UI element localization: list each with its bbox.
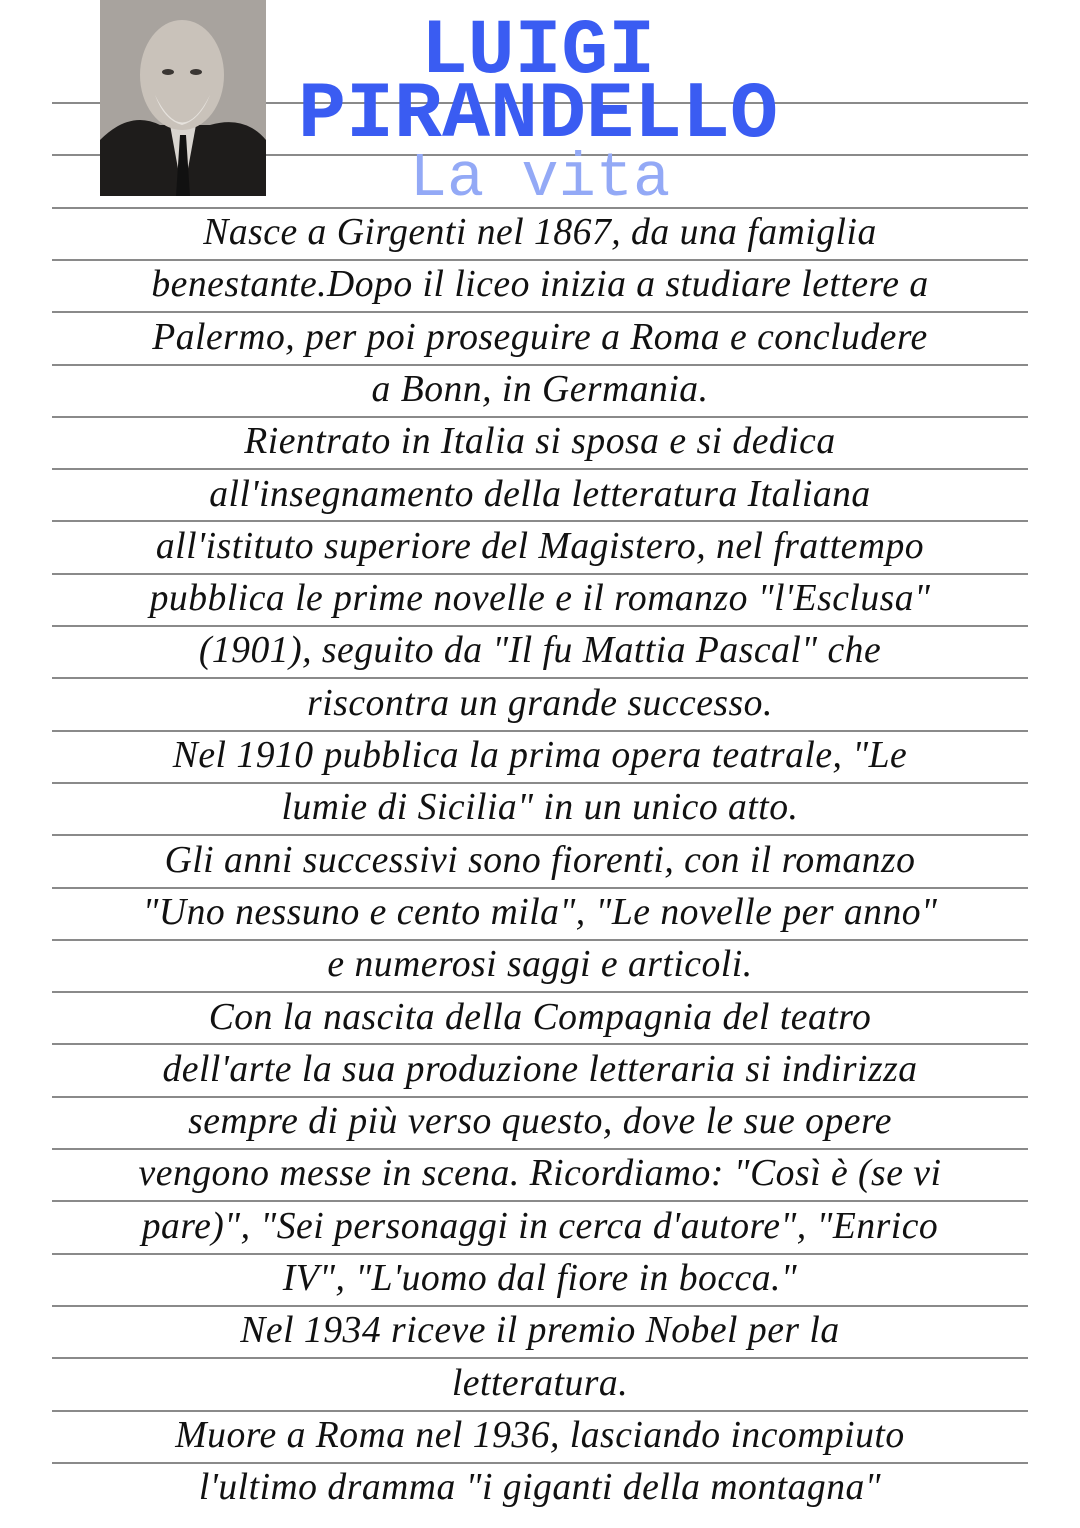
text-line: e numerosi saggi e articoli. (327, 943, 753, 986)
text-line: Nel 1934 riceve il premio Nobel per la (240, 1309, 840, 1352)
text-line: benestante.Dopo il liceo inizia a studiare lettere a (151, 263, 929, 306)
text-line: lumie di Sicilia" in un unico atto. (281, 786, 799, 829)
title-first-name: LUIGI (420, 8, 656, 96)
text-line: Nasce a Girgenti nel 1867, da una famiglia (203, 211, 877, 253)
text-line: all'istituto superiore del Magistero, nel frattempo (155, 524, 925, 567)
text-line: vengono messe in scena. Ricordiamo: "Così è (se vi (138, 1152, 942, 1195)
text-line: dell'arte la sua produzione letteraria si indirizza (162, 1047, 918, 1090)
text-line: letteratura. (451, 1361, 629, 1404)
text-line: IV", "L'uomo dal fiore in bocca." (282, 1257, 798, 1299)
text-line: Nel 1910 pubblica la prima opera teatrale, "Le (172, 734, 908, 776)
text-line: l'ultimo dramma "i giganti della montagna" (198, 1466, 882, 1509)
subtitle: La vita (409, 143, 671, 214)
text-line: sempre di più verso questo, dove le sue opere (188, 1100, 892, 1143)
text-line: pare)", "Sei personaggi in cerca d'autore", "Enrico (141, 1204, 939, 1247)
text-line: Con la nascita della Compagnia del teatro (208, 995, 872, 1038)
text-line: all'insegnamento della letteratura Italiana (209, 472, 871, 515)
text-line: "Uno nessuno e cento mila", "Le novelle per anno" (142, 890, 938, 933)
text-line: a Bonn, in Germania. (371, 367, 709, 410)
text-line: Muore a Roma nel 1936, lasciando incompiuto (175, 1413, 905, 1456)
text-line: Palermo, per poi proseguire a Roma e concludere (152, 315, 928, 358)
text-line: (1901), seguito da "Il fu Mattia Pascal" che (198, 629, 882, 672)
text-line: riscontra un grande successo. (307, 681, 773, 724)
text-line: Rientrato in Italia si sposa e si dedica (244, 420, 836, 463)
text-line: pubblica le prime novelle e il romanzo "l'Esclusa" (149, 577, 931, 620)
title-last-name: PIRANDELLO (297, 70, 779, 161)
text-line: Gli anni successivi sono fiorenti, con il romanzo (164, 838, 916, 881)
